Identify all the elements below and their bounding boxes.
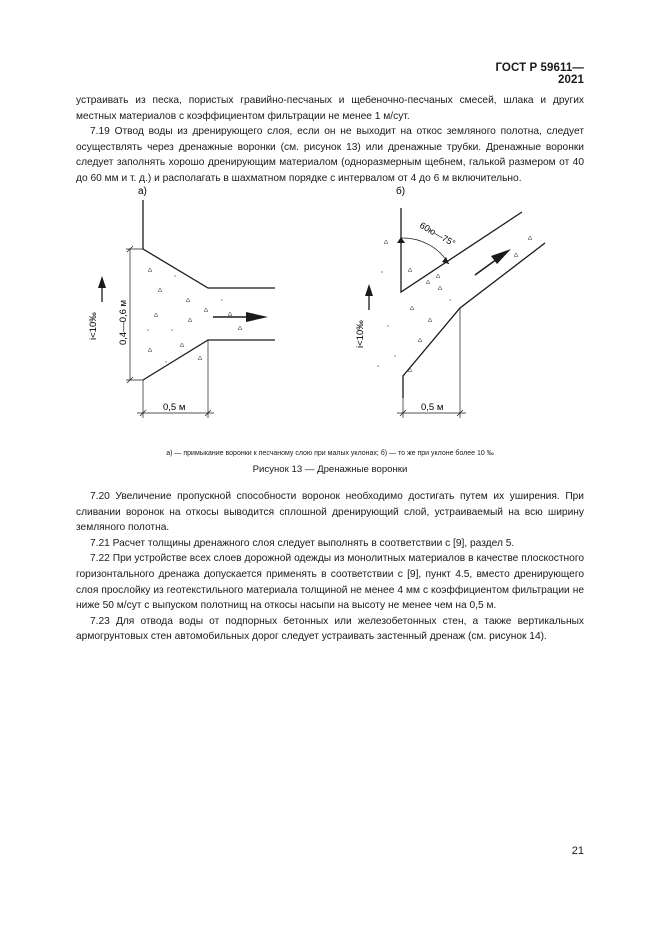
paragraph-7-19: 7.19 Отвод воды из дренирующего слоя, если он не выходит на откос земляного полотна, следует осуществлять через дренажные воронки (см. рисунок 13) или дренажные трубки. Дренажные воронки следует заполнять хорошо дренирующим материалом (одноразмерным щебнем, галькой размером от 40 до 60 мм и т. д.) и располагать в шахматном порядке с интервалом от 4 до 6 м включительно. (76, 126, 584, 184)
gravel-particle (384, 240, 388, 243)
gravel-particle (410, 306, 414, 309)
gravel-particle (198, 356, 202, 359)
panel-b-width-dimension: 0,5 м (421, 402, 444, 413)
panel-b-label: б) (396, 186, 406, 197)
paragraph-7-22: 7.22 При устройстве всех слоев дорожной одежды из монолитных материалов в качестве плоскостного горизонтального дренажа допускается применять в соответствии с [9], пункт 4.5, вместо дренирующего слоя прослойку из геотекстильного материала толщиной не менее 4 мм с коэффициентом фильтрации не ниже 50 м/сут с выпуском полотнищ на откосы насыпи на высоту не менее чем на 0,5 м. (76, 553, 584, 612)
gravel-grain (174, 275, 175, 276)
panel-b-slope-label: i<10‰ (355, 320, 366, 348)
gravel-grain (387, 325, 388, 326)
figure-note: а) — примыкание воронки к песчаному слою при малых уклонах; б) — то же при уклоне более 10 ‰ (166, 450, 494, 457)
gravel-particle (154, 313, 158, 316)
gravel-particle (180, 343, 184, 346)
paragraph-7-21: 7.21 Расчет толщины дренажного слоя следует выполнять в соответствии с [9], раздел 5. (90, 537, 515, 549)
gravel-particle (148, 348, 152, 351)
figure-caption: Рисунок 13 — Дренажные воронки (252, 464, 408, 475)
panel-a-height-dimension: 0,4—0,6 м (118, 299, 129, 345)
gravel-grain (394, 355, 395, 356)
gravel-particle (188, 318, 192, 321)
gravel-particle (428, 318, 432, 321)
gravel-grain (171, 329, 172, 330)
panel-b-flow-arrow (475, 249, 511, 275)
panel-a-slope-label: i<10‰ (88, 312, 99, 340)
paragraph-continuation: устраивать из песка, пористых гравийно-песчаных и щебеночно-песчаных смесей, шлака и других местных материалов с коэффициентом фильтрации не менее 1 м/сут. (76, 95, 584, 122)
text-block-bottom (76, 489, 584, 645)
gravel-grain (377, 365, 378, 366)
panel-a-outline (143, 200, 275, 380)
gravel-grain (147, 329, 148, 330)
gravel-grain (449, 299, 450, 300)
drainage-funnel-drawings (0, 180, 661, 480)
gravel-particle (408, 268, 412, 271)
page-number: 21 (571, 845, 584, 857)
panel-a-slope-arrow (98, 276, 106, 302)
figure-13 (0, 180, 661, 480)
panel-a-flow-arrow (213, 312, 268, 322)
gravel-particle (418, 338, 422, 341)
panel-b-dimensions (397, 238, 466, 418)
panel-b-outline (401, 208, 545, 398)
paragraph-7-20: 7.20 Увеличение пропускной способности воронок необходимо достигать путем их уширения. При сливании воронок на откосы выводится сплошной дренирующий слой, устраиваемый на всю ширину земляного полотна. (76, 491, 584, 534)
gravel-particle (186, 298, 190, 301)
gravel-grain (381, 271, 382, 272)
panel-a-label: а) (138, 186, 147, 197)
gravel-particle (238, 326, 242, 329)
text-block-top (76, 93, 584, 187)
gravel-particle (148, 268, 152, 271)
document-header: ГОСТ Р 59611—2021 (495, 62, 584, 86)
panel-b-angle-label: 60ю—75° (418, 220, 458, 249)
gravel-grain (221, 299, 222, 300)
gravel-particle (426, 280, 430, 283)
gravel-particle (436, 274, 440, 277)
gravel-grain (165, 361, 166, 362)
gravel-particle (528, 236, 532, 239)
gravel-particle (514, 253, 518, 256)
panel-a-width-dimension: 0,5 м (163, 402, 186, 413)
gravel-particle (204, 308, 208, 311)
paragraph-7-23: 7.23 Для отвода воды от подпорных бетонных или железобетонных стен, а также вертикальных армогрунтовых стен автомобильных дорог следует устраивать застенный дренаж (см. рисунок 14). (76, 615, 584, 643)
panel-b-slope-arrow (365, 284, 373, 310)
gravel-particle (228, 312, 232, 315)
panel-a-dimensions (126, 246, 214, 418)
gravel-particle (438, 286, 442, 289)
gravel-particle (158, 288, 162, 291)
